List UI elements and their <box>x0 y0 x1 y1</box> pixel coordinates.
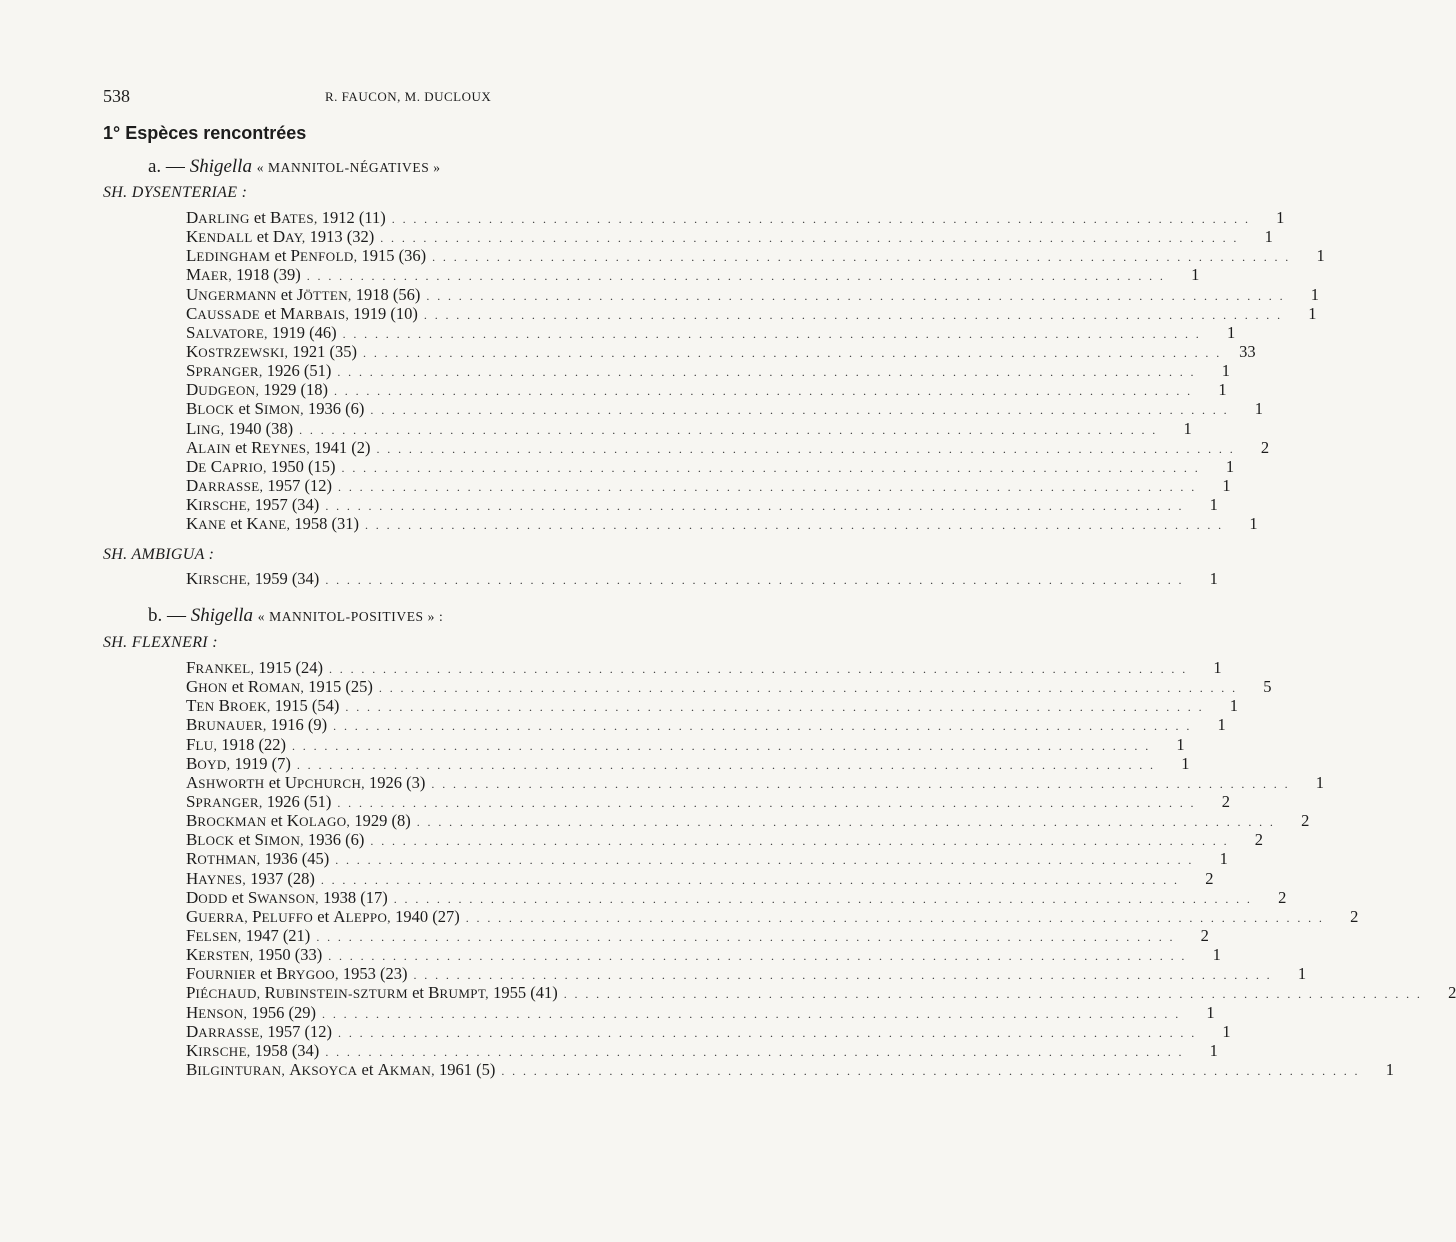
citation-name: KANE et KANE, 1958 (31) <box>186 514 359 534</box>
dot-leader: . . . . . . . . . . . . . . . . . . . . . . . . . . . . . . . . . . . . . . . . . . . . . . . . . . . . . . . . . . . . . . . . . . . . . . . . . . . . . . . . <box>341 460 1201 475</box>
citation-row <box>186 246 1325 266</box>
citation-name: DARLING et BATES, 1912 (11) <box>186 208 386 227</box>
citation-row <box>186 1040 1218 1060</box>
citation-row <box>186 811 1310 831</box>
citation-count: 1 <box>1254 399 1264 419</box>
citation-row <box>186 983 1456 1003</box>
citation-row <box>186 791 1230 811</box>
citation-count: 1 <box>1176 734 1185 754</box>
subsection-a-prefix: a. — <box>148 156 185 177</box>
citation-name: HENSON, 1956 (29) <box>186 1002 317 1022</box>
citation-row <box>186 868 1214 888</box>
citation-count: 1 <box>1219 849 1228 869</box>
species-heading-ambigua: SH. AMBIGUA : <box>103 546 215 563</box>
citation-count: 1 <box>1229 696 1238 716</box>
citation-row <box>186 696 1238 716</box>
dot-leader: . . . . . . . . . . . . . . . . . . . . . . . . . . . . . . . . . . . . . . . . . . . . . . . . . . . . . . . . . . . . . . . . . . . . . . . . . . . . . . . . <box>431 776 1290 791</box>
citation-list-dysenteriae <box>186 208 1325 534</box>
citation-row <box>186 715 1226 735</box>
dot-leader: . . . . . . . . . . . . . . . . . . . . . . . . . . . . . . . . . . . . . . . . . . . . . . . . . . . . . . . . . . . . . . . . . . . . . . . . . . . . . . . . <box>296 757 1156 772</box>
citation-row <box>186 284 1319 304</box>
citation-name: DARRASSE, 1957 (12) <box>186 475 333 495</box>
section-title: 1° Espèces rencontrées <box>103 123 307 143</box>
citation-row <box>186 887 1287 907</box>
citation-row <box>186 437 1270 457</box>
subsection-b-heading <box>148 605 443 627</box>
citation-count: 1 <box>1310 284 1319 304</box>
citation-name: SALVATORE, 1919 (46) <box>186 322 337 342</box>
citation-count: 1 <box>1206 1002 1215 1022</box>
citation-row <box>186 906 1359 926</box>
citation-count: 1 <box>1225 456 1235 476</box>
species-heading-dysenteriae: SH. DYSENTERIAE : <box>103 184 248 201</box>
subsection-b-prefix: b. — <box>148 605 186 626</box>
citation-name: SPRANGER, 1926 (51) <box>186 361 332 381</box>
citation-name: UNGERMANN et JÖTTEN, 1918 (56) <box>186 284 421 304</box>
dot-leader: . . . . . . . . . . . . . . . . . . . . . . . . . . . . . . . . . . . . . . . . . . . . . . . . . . . . . . . . . . . . . . . . . . . . . . . . . . . . . . . . <box>322 1006 1181 1021</box>
dot-leader: . . . . . . . . . . . . . . . . . . . . . . . . . . . . . . . . . . . . . . . . . . . . . . . . . . . . . . . . . . . . . . . . . . . . . . . . . . . . . . . . <box>325 1044 1184 1059</box>
citation-count: 2 <box>1254 830 1264 850</box>
citation-count: 2 <box>1221 791 1230 811</box>
citation-count: 1 <box>1209 1040 1218 1060</box>
citation-name: BILGINTURAN, AKSOYCA et AKMAN, 1961 (5) <box>186 1059 496 1079</box>
citation-row <box>186 945 1221 965</box>
dot-leader: . . . . . . . . . . . . . . . . . . . . . . . . . . . . . . . . . . . . . . . . . . . . . . . . . . . . . . . . . . . . . . . . . . . . . . . . . . . . . . . . <box>306 269 1166 284</box>
citation-count: 1 <box>1191 265 1200 285</box>
citation-count: 1 <box>1316 246 1325 266</box>
citation-list-ambigua <box>186 569 1218 588</box>
citation-count: 2 <box>1260 437 1270 457</box>
dot-leader: . . . . . . . . . . . . . . . . . . . . . . . . . . . . . . . . . . . . . . . . . . . . . . . . . . . . . . . . . . . . . . . . . . . . . . . . . . . . . . . . <box>325 573 1184 587</box>
citation-count: 2 <box>1278 887 1287 907</box>
citation-row <box>186 849 1228 869</box>
citation-name: BLOCK et SIMON, 1936 (6) <box>186 399 365 419</box>
citation-row <box>186 658 1222 677</box>
citation-row <box>186 341 1256 361</box>
dot-leader: . . . . . . . . . . . . . . . . . . . . . . . . . . . . . . . . . . . . . . . . . . . . . . . . . . . . . . . . . . . . . . . . . . . . . . . . . . . . . . . . <box>345 700 1204 715</box>
species-heading-flexneri: SH. FLEXNERI : <box>103 634 218 651</box>
dot-leader: . . . . . . . . . . . . . . . . . . . . . . . . . . . . . . . . . . . . . . . . . . . . . . . . . . . . . . . . . . . . . . . . . . . . . . . . . . . . . . . . <box>465 910 1325 925</box>
citation-count: 1 <box>1385 1059 1394 1079</box>
citation-name: FRANKEL, 1915 (24) <box>186 658 323 677</box>
dot-leader: . . . . . . . . . . . . . . . . . . . . . . . . . . . . . . . . . . . . . . . . . . . . . . . . . . . . . . . . . . . . . . . . . . . . . . . . . . . . . . . . <box>501 1063 1360 1078</box>
citation-count: 1 <box>1213 658 1222 677</box>
dot-leader: . . . . . . . . . . . . . . . . . . . . . . . . . . . . . . . . . . . . . . . . . . . . . . . . . . . . . . . . . . . . . . . . . . . . . . . . . . . . . . . . <box>370 403 1230 418</box>
citation-row <box>186 495 1218 515</box>
citation-name: GUERRA, PELUFFO et ALEPPO, 1940 (27) <box>186 906 460 926</box>
citation-row <box>186 227 1273 247</box>
citation-count: 1 <box>1181 753 1190 773</box>
citation-name: BOYD, 1919 (7) <box>186 753 291 773</box>
citation-row <box>186 964 1307 984</box>
dot-leader: . . . . . . . . . . . . . . . . . . . . . . . . . . . . . . . . . . . . . . . . . . . . . . . . . . . . . . . . . . . . . . . . . . . . . . . . . . . . . . . . <box>391 212 1251 226</box>
dot-leader: . . . . . . . . . . . . . . . . . . . . . . . . . . . . . . . . . . . . . . . . . . . . . . . . . . . . . . . . . . . . . . . . . . . . . . . . . . . . . . . . <box>413 968 1273 983</box>
citation-count: 1 <box>1222 1021 1231 1041</box>
dot-leader: . . . . . . . . . . . . . . . . . . . . . . . . . . . . . . . . . . . . . . . . . . . . . . . . . . . . . . . . . . . . . . . . . . . . . . . . . . . . . . . . <box>325 499 1184 514</box>
subsection-b-genus: Shigella <box>190 605 254 626</box>
citation-count: 1 <box>1226 322 1236 342</box>
dot-leader: . . . . . . . . . . . . . . . . . . . . . . . . . . . . . . . . . . . . . . . . . . . . . . . . . . . . . . . . . . . . . . . . . . . . . . . . . . . . . . . . <box>380 231 1239 246</box>
dot-leader: . . . . . . . . . . . . . . . . . . . . . . . . . . . . . . . . . . . . . . . . . . . . . . . . . . . . . . . . . . . . . . . . . . . . . . . . . . . . . . . . <box>299 422 1158 437</box>
citation-name: FELSEN, 1947 (21) <box>186 925 311 945</box>
citation-name: DARRASSE, 1957 (12) <box>186 1021 333 1041</box>
citation-name: DE CAPRIO, 1950 (15) <box>186 456 336 476</box>
dot-leader: . . . . . . . . . . . . . . . . . . . . . . . . . . . . . . . . . . . . . . . . . . . . . . . . . . . . . . . . . . . . . . . . . . . . . . . . . . . . . . . . <box>292 738 1151 753</box>
citation-count: 1 <box>1315 772 1324 792</box>
citation-name: KIRSCHE, 1958 (34) <box>186 1040 320 1060</box>
dot-leader: . . . . . . . . . . . . . . . . . . . . . . . . . . . . . . . . . . . . . . . . . . . . . . . . . . . . . . . . . . . . . . . . . . . . . . . . . . . . . . . . <box>378 681 1238 696</box>
citation-name: KIRSCHE, 1959 (34) <box>186 569 320 588</box>
subsection-a-heading <box>148 156 441 178</box>
citation-count: 1 <box>1249 514 1258 534</box>
dot-leader: . . . . . . . . . . . . . . . . . . . . . . . . . . . . . . . . . . . . . . . . . . . . . . . . . . . . . . . . . . . . . . . . . . . . . . . . . . . . . . . . <box>393 891 1253 906</box>
dot-leader: . . . . . . . . . . . . . . . . . . . . . . . . . . . . . . . . . . . . . . . . . . . . . . . . . . . . . . . . . . . . . . . . . . . . . . . . . . . . . . . . <box>335 853 1194 868</box>
citation-name: KERSTEN, 1950 (33) <box>186 945 323 965</box>
citation-name: CAUSSADE et MARBAIS, 1919 (10) <box>186 303 418 323</box>
dot-leader: . . . . . . . . . . . . . . . . . . . . . . . . . . . . . . . . . . . . . . . . . . . . . . . . . . . . . . . . . . . . . . . . . . . . . . . . . . . . . . . . <box>423 307 1283 322</box>
citation-count: 1 <box>1222 475 1231 495</box>
dot-leader: . . . . . . . . . . . . . . . . . . . . . . . . . . . . . . . . . . . . . . . . . . . . . . . . . . . . . . . . . . . . . . . . . . . . . . . . . . . . . . . . <box>416 815 1276 830</box>
citation-count: 1 <box>1264 227 1273 247</box>
citation-count: 33 <box>1239 341 1256 361</box>
citation-row <box>186 418 1192 438</box>
citation-count: 1 <box>1217 715 1226 735</box>
citation-row <box>186 361 1230 381</box>
citation-name: DODD et SWANSON, 1938 (17) <box>186 887 388 907</box>
citation-count: 5 <box>1263 677 1272 697</box>
citation-row <box>186 753 1190 773</box>
dot-leader: . . . . . . . . . . . . . . . . . . . . . . . . . . . . . . . . . . . . . . . . . . . . . . . . . . . . . . . . . . . . . . . . . . . . . . . . . . . . . . . . <box>364 518 1224 533</box>
citation-row <box>186 322 1236 342</box>
citation-name: ASHWORTH et UPCHURCH, 1926 (3) <box>186 772 426 792</box>
dot-leader: . . . . . . . . . . . . . . . . . . . . . . . . . . . . . . . . . . . . . . . . . . . . . . . . . . . . . . . . . . . . . . . . . . . . . . . . . . . . . . . . <box>432 250 1291 265</box>
subsection-b-label: « MANNITOL-POSITIVES » : <box>257 609 444 624</box>
citation-name: PIÉCHAUD, RUBINSTEIN-SZTURM et BRUMPT, 1955 (41) <box>186 983 558 1003</box>
citation-count: 1 <box>1308 303 1317 323</box>
citation-name: MAER, 1918 (39) <box>186 265 301 285</box>
subsection-a-label: « MANNITOL-NÉGATIVES » <box>256 160 441 175</box>
citation-row <box>186 1002 1215 1022</box>
citation-row <box>186 830 1264 850</box>
citation-list-flexneri <box>186 658 1456 1079</box>
citation-name: ROTHMAN, 1936 (45) <box>186 849 330 869</box>
citation-name: BRUNAUER, 1916 (9) <box>186 715 328 735</box>
citation-row <box>186 677 1272 697</box>
citation-row <box>186 208 1285 227</box>
citation-row <box>186 456 1235 476</box>
dot-leader: . . . . . . . . . . . . . . . . . . . . . . . . . . . . . . . . . . . . . . . . . . . . . . . . . . . . . . . . . . . . . . . . . . . . . . . . . . . . . . . . <box>320 872 1180 887</box>
citation-row <box>186 1021 1231 1041</box>
citation-name: FLU, 1918 (22) <box>186 734 286 754</box>
citation-name: TEN BROEK, 1915 (54) <box>186 696 340 716</box>
subsection-a-genus: Shigella <box>189 156 252 177</box>
citation-name: SPRANGER, 1926 (51) <box>186 791 332 811</box>
citation-count: 1 <box>1209 495 1218 515</box>
dot-leader: . . . . . . . . . . . . . . . . . . . . . . . . . . . . . . . . . . . . . . . . . . . . . . . . . . . . . . . . . . . . . . . . . . . . . . . . . . . . . . . . <box>333 384 1193 399</box>
page-number: 538 <box>103 86 130 106</box>
dot-leader: . . . . . . . . . . . . . . . . . . . . . . . . . . . . . . . . . . . . . . . . . . . . . . . . . . . . . . . . . . . . . . . . . . . . . . . . . . . . . . . . <box>563 987 1423 1002</box>
dot-leader: . . . . . . . . . . . . . . . . . . . . . . . . . . . . . . . . . . . . . . . . . . . . . . . . . . . . . . . . . . . . . . . . . . . . . . . . . . . . . . . . <box>329 662 1188 676</box>
citation-row <box>186 569 1218 588</box>
dot-leader: . . . . . . . . . . . . . . . . . . . . . . . . . . . . . . . . . . . . . . . . . . . . . . . . . . . . . . . . . . . . . . . . . . . . . . . . . . . . . . . . <box>338 479 1197 494</box>
citation-count: 2 <box>1301 811 1310 831</box>
citation-name: HAYNES, 1937 (28) <box>186 868 315 888</box>
citation-row <box>186 734 1185 754</box>
dot-leader: . . . . . . . . . . . . . . . . . . . . . . . . . . . . . . . . . . . . . . . . . . . . . . . . . . . . . . . . . . . . . . . . . . . . . . . . . . . . . . . . <box>338 1025 1197 1040</box>
citation-count: 1 <box>1276 208 1285 227</box>
citation-count: 2 <box>1350 906 1359 926</box>
citation-count: 2 <box>1200 925 1209 945</box>
citation-count: 1 <box>1183 418 1192 438</box>
citation-row <box>186 399 1264 419</box>
citation-name: KIRSCHE, 1957 (34) <box>186 495 320 515</box>
citation-count: 2 <box>1205 868 1214 888</box>
citation-name: DUDGEON, 1929 (18) <box>186 380 328 400</box>
citation-row <box>186 380 1227 400</box>
citation-count: 1 <box>1221 361 1230 381</box>
citation-name: LING, 1940 (38) <box>186 418 294 438</box>
citation-count: 1 <box>1209 569 1218 588</box>
dot-leader: . . . . . . . . . . . . . . . . . . . . . . . . . . . . . . . . . . . . . . . . . . . . . . . . . . . . . . . . . . . . . . . . . . . . . . . . . . . . . . . . <box>316 929 1175 944</box>
citation-row <box>186 265 1200 285</box>
citation-name: LEDINGHAM et PENFOLD, 1915 (36) <box>186 246 427 266</box>
citation-count: 2 <box>1448 983 1456 1003</box>
citation-name: GHON et ROMAN, 1915 (25) <box>186 677 373 697</box>
citation-name: KOSTRZEWSKI, 1921 (35) <box>186 341 358 361</box>
dot-leader: . . . . . . . . . . . . . . . . . . . . . . . . . . . . . . . . . . . . . . . . . . . . . . . . . . . . . . . . . . . . . . . . . . . . . . . . . . . . . . . . <box>376 441 1236 456</box>
dot-leader: . . . . . . . . . . . . . . . . . . . . . . . . . . . . . . . . . . . . . . . . . . . . . . . . . . . . . . . . . . . . . . . . . . . . . . . . . . . . . . . . <box>426 288 1285 303</box>
dot-leader: . . . . . . . . . . . . . . . . . . . . . . . . . . . . . . . . . . . . . . . . . . . . . . . . . . . . . . . . . . . . . . . . . . . . . . . . . . . . . . . . <box>337 365 1196 380</box>
dot-leader: . . . . . . . . . . . . . . . . . . . . . . . . . . . . . . . . . . . . . . . . . . . . . . . . . . . . . . . . . . . . . . . . . . . . . . . . . . . . . . . . <box>370 834 1230 849</box>
citation-count: 1 <box>1218 380 1227 400</box>
citation-row <box>186 925 1209 945</box>
dot-leader: . . . . . . . . . . . . . . . . . . . . . . . . . . . . . . . . . . . . . . . . . . . . . . . . . . . . . . . . . . . . . . . . . . . . . . . . . . . . . . . . <box>328 949 1187 964</box>
citation-count: 1 <box>1212 945 1221 965</box>
citation-row <box>186 772 1324 792</box>
dot-leader: . . . . . . . . . . . . . . . . . . . . . . . . . . . . . . . . . . . . . . . . . . . . . . . . . . . . . . . . . . . . . . . . . . . . . . . . . . . . . . . . <box>337 795 1196 810</box>
dot-leader: . . . . . . . . . . . . . . . . . . . . . . . . . . . . . . . . . . . . . . . . . . . . . . . . . . . . . . . . . . . . . . . . . . . . . . . . . . . . . . . . <box>333 719 1192 734</box>
citation-name: BLOCK et SIMON, 1936 (6) <box>186 830 365 850</box>
citation-count: 1 <box>1297 964 1307 984</box>
citation-row <box>186 514 1258 534</box>
page-header <box>103 86 728 108</box>
citation-name: KENDALL et DAY, 1913 (32) <box>186 227 375 247</box>
citation-name: FOURNIER et BRYGOO, 1953 (23) <box>186 964 408 984</box>
citation-row <box>186 303 1317 323</box>
citation-name: ALAIN et REYNES, 1941 (2) <box>186 437 371 457</box>
dot-leader: . . . . . . . . . . . . . . . . . . . . . . . . . . . . . . . . . . . . . . . . . . . . . . . . . . . . . . . . . . . . . . . . . . . . . . . . . . . . . . . . <box>342 326 1202 341</box>
citation-name: BROCKMAN et KOLAGO, 1929 (8) <box>186 811 411 831</box>
dot-leader: . . . . . . . . . . . . . . . . . . . . . . . . . . . . . . . . . . . . . . . . . . . . . . . . . . . . . . . . . . . . . . . . . . . . . . . . . . . . . . . . <box>363 345 1222 360</box>
citation-row <box>186 1059 1394 1079</box>
citation-row <box>186 475 1231 495</box>
running-head: R. FAUCON, M. DUCLOUX <box>325 89 492 104</box>
